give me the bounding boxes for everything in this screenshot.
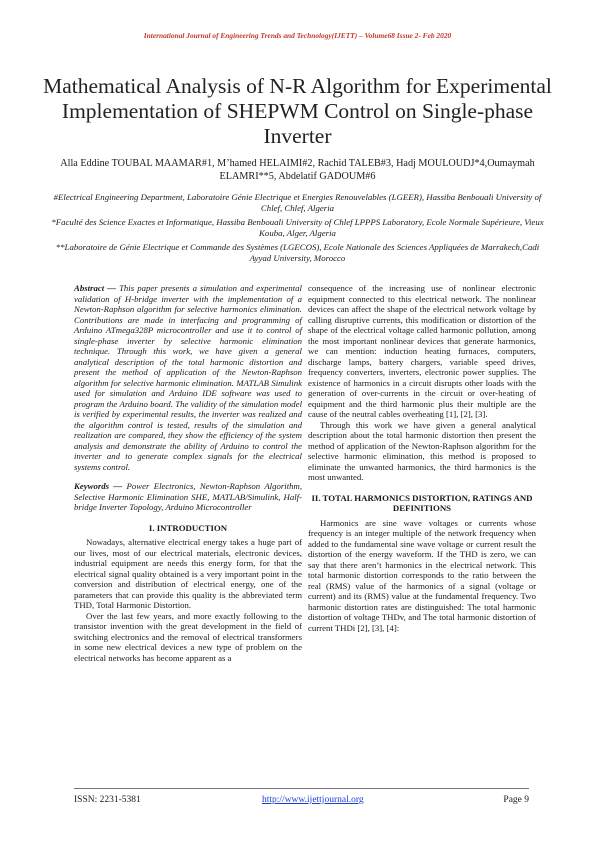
abstract <box>74 283 302 472</box>
abstract-label: Abstract — <box>74 283 116 293</box>
intro-paragraph-2: Over the last few years, and more exactly following to the transistor invention with the great development in the field of switching electronics and the removal of electrical transformers in some new electrical devices a new type of problem on the electrical networks has become apparent as a <box>74 610 302 663</box>
intro-paragraph-1: Nowadays, alternative electrical energy takes a huge part of our lives, most of our electrical materials, electronic devices, industrial equipment are needs this energy form, for that the electrical signal quality obtained is a very important point in the conversion and distribution of electrical energy, one of the parameters that can provide this quality is the abbreviated term THD, Total Harmonic Distortion. <box>74 537 302 610</box>
journal-link[interactable]: http://www.ijettjournal.org <box>262 795 364 805</box>
keywords-label: Keywords — <box>74 481 123 491</box>
keywords-text: Power Electronics, Newton-Raphson Algorithm, Selective Harmonic Elimination SHE, MATLAB/Simulink, Half-bridge Inverter Topology, Arduino Microcontroller <box>74 481 303 512</box>
thd-paragraph: Harmonics are sine wave voltages or currents whose frequency is an integer multiple of the network frequency when added to the fundamental sine wave voltage or current result the distortion of the energy waveform. If the THD is zero, we can say that there aren’t harmonics in the electrical network. This total harmonic distortion corresponds to the ratio between the real (RMS) value of the harmonics of a signal (voltage or current) and its (RMS) value at the fundamental frequency. Two harmonic distortion rates are distinguished: The total harmonic distortion of voltage THDv, and The total harmonic distortion of current THDi [2], [3], [4]: <box>308 517 536 633</box>
journal-header: International Journal of Engineering Trends and Technology(IJETT) – Volume68 Issue 2- Feb 2020 <box>143 31 452 40</box>
right-column <box>308 283 536 633</box>
section-heading-introduction: I. INTRODUCTION <box>148 522 228 533</box>
affiliation-1: #Electrical Engineering Department, Laboratoire Génie Electrique et Energies Renouvelables (LGEER), Hassiba Benbouali University of Chlef, Chlef, Algeria <box>53 192 542 213</box>
intro-paragraph-3: Through this work we have given a general analytical description about the total harmonic distortion then present the method of application of the Newton-Raphson algorithm for the selective harmonic elimination, this method is proposed to eliminate the unwanted harmonics, the third harmonics is the most unwanted. <box>308 419 536 482</box>
intro-continuation: consequence of the increasing use of nonlinear electronic equipment connected to this electrical network. The nonlinear devices can affect the shape of the electrical network voltage by calling disruptive currents, this modification or distortion of the shape of the electrical voltage called harmonic pollution, among the most important nonlinear devices that generate harmonics, we can mention: induction heating furnaces, computers, discharge lamps, battery chargers, variable speed drives, frequency converters, inverters, electronic power supplies. The existence of harmonics in a circuit disrupts other loads with the generation of over-currents in the circuit or over-heating of equipment and the third harmonic plus their multiple are the cause of the neutral cables overheating [1], [2], [3]. <box>308 283 536 419</box>
page-number: Page 9 <box>503 795 529 805</box>
footer-divider <box>74 788 529 789</box>
affiliation-3: **Laboratoire de Génie Electrique et Commande des Systèmes (LGECOS), Ecole Nationale des Sciences Appliquées de Marrakech,Cadi Ayyad University, Morocco <box>55 242 540 263</box>
affiliation-2: *Faculté des Science Exactes et Informatique, Hassiba Benbouali University of Chlef LPPPS Laboratory, Ecole Normale Supérieure, Vieux Kouba, Alger, Algeria <box>51 217 544 238</box>
keywords <box>74 481 302 513</box>
left-column <box>74 283 302 663</box>
section-heading-thd: II. TOTAL HARMONICS DISTORTION, RATINGS AND DEFINITIONS <box>311 492 533 513</box>
issn-label: ISSN: 2231-5381 <box>74 795 141 805</box>
paper-title: Mathematical Analysis of N-R Algorithm for Experimental Implementation of SHEPWM Control on Single-phase Inverter <box>43 74 552 148</box>
author-list: Alla Eddine TOUBAL MAAMAR#1, M’hamed HELAIMI#2, Rachid TALEB#3, Hadj MOULOUDJ*4,Oumaymah ELAMRI**5, Abdelatif GADOUM#6 <box>60 158 535 182</box>
abstract-text: This paper presents a simulation and experimental validation of H-bridge inverter with the implementation of a Newton-Raphson algorithm for selective harmonics elimination. Contributions are made in interfacing and programming of Arduino ATmega328P microcontroller and use it to control of single-phase inverter by selective harmonic elimination technique. Through this work, we have given a general analytical description of the total harmonic distortion and present the method of application of the Newton-Raphson algorithm for selective harmonic elimination. MATLAB Simulink used for simulation and Arduino IDE software was used to program the Arduino board. The validity of the simulation model is verified by experimental results, the inverter was realized and the algorithm control is tested, results of the simulation and realization are compared, they show the efficiency of the system analysis and demonstrate the ability of Arduino to control the inverter and to generate complex signals for the electrical systems control. <box>74 283 302 472</box>
